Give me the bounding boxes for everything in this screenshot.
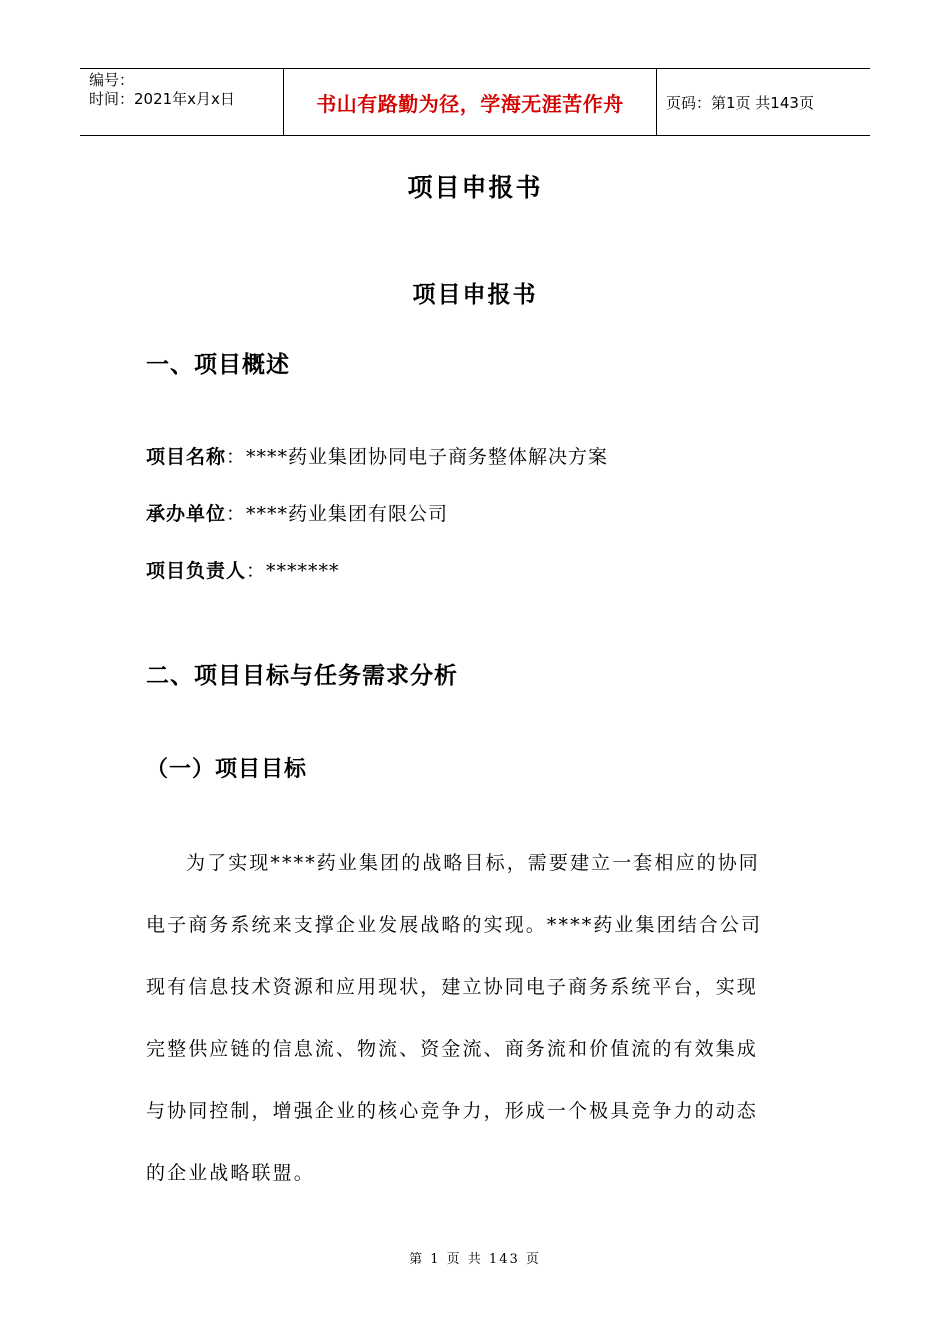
subsection-heading-goal: （一）项目目标 — [146, 756, 308, 782]
field-organizer — [146, 499, 448, 526]
header-number-label: 编号： — [89, 71, 135, 89]
section-heading-goals: 二、项目目标与任务需求分析 — [146, 662, 458, 689]
paragraph-line: 电子商务系统来支撑企业发展战略的实现。****药业集团结合公司 — [146, 914, 763, 936]
page-footer: 第 1 页 共 143 页 — [409, 1252, 541, 1267]
header-motto-cell — [283, 69, 657, 135]
header-left-cell — [80, 69, 283, 135]
document-subtitle: 项目申报书 — [412, 281, 538, 308]
field-value: ：****药业集团协同电子商务整体解决方案 — [226, 446, 609, 468]
paragraph-line: 完整供应链的信息流、物流、资金流、商务流和价值流的有效集成 — [146, 1038, 758, 1060]
header-page-info: 页码：第1页 共143页 — [666, 93, 814, 112]
header-page-cell — [657, 69, 870, 135]
paragraph-line: 的企业战略联盟。 — [146, 1162, 315, 1184]
field-value: ：****药业集团有限公司 — [226, 503, 449, 525]
header-date-label: 时间：2021年x月x日 — [89, 90, 235, 108]
field-label: 承办单位 — [146, 503, 227, 525]
field-label: 项目负责人 — [146, 560, 247, 582]
header-motto: 书山有路勤为径，学海无涯苦作舟 — [316, 91, 624, 116]
field-value: ：******* — [246, 560, 340, 582]
header-table — [80, 68, 870, 136]
field-project-name — [146, 442, 608, 469]
paragraph-line: 与协同控制，增强企业的核心竞争力，形成一个极具竞争力的动态 — [146, 1100, 758, 1122]
field-project-leader — [146, 556, 340, 583]
section-heading-overview: 一、项目概述 — [146, 351, 290, 378]
body-paragraph — [146, 832, 806, 1204]
field-label: 项目名称 — [146, 446, 227, 468]
paragraph-line: 现有信息技术资源和应用现状，建立协同电子商务系统平台，实现 — [146, 976, 758, 998]
paragraph-line: 为了实现****药业集团的战略目标，需要建立一套相应的协同 — [186, 852, 760, 874]
document-title: 项目申报书 — [407, 173, 543, 202]
